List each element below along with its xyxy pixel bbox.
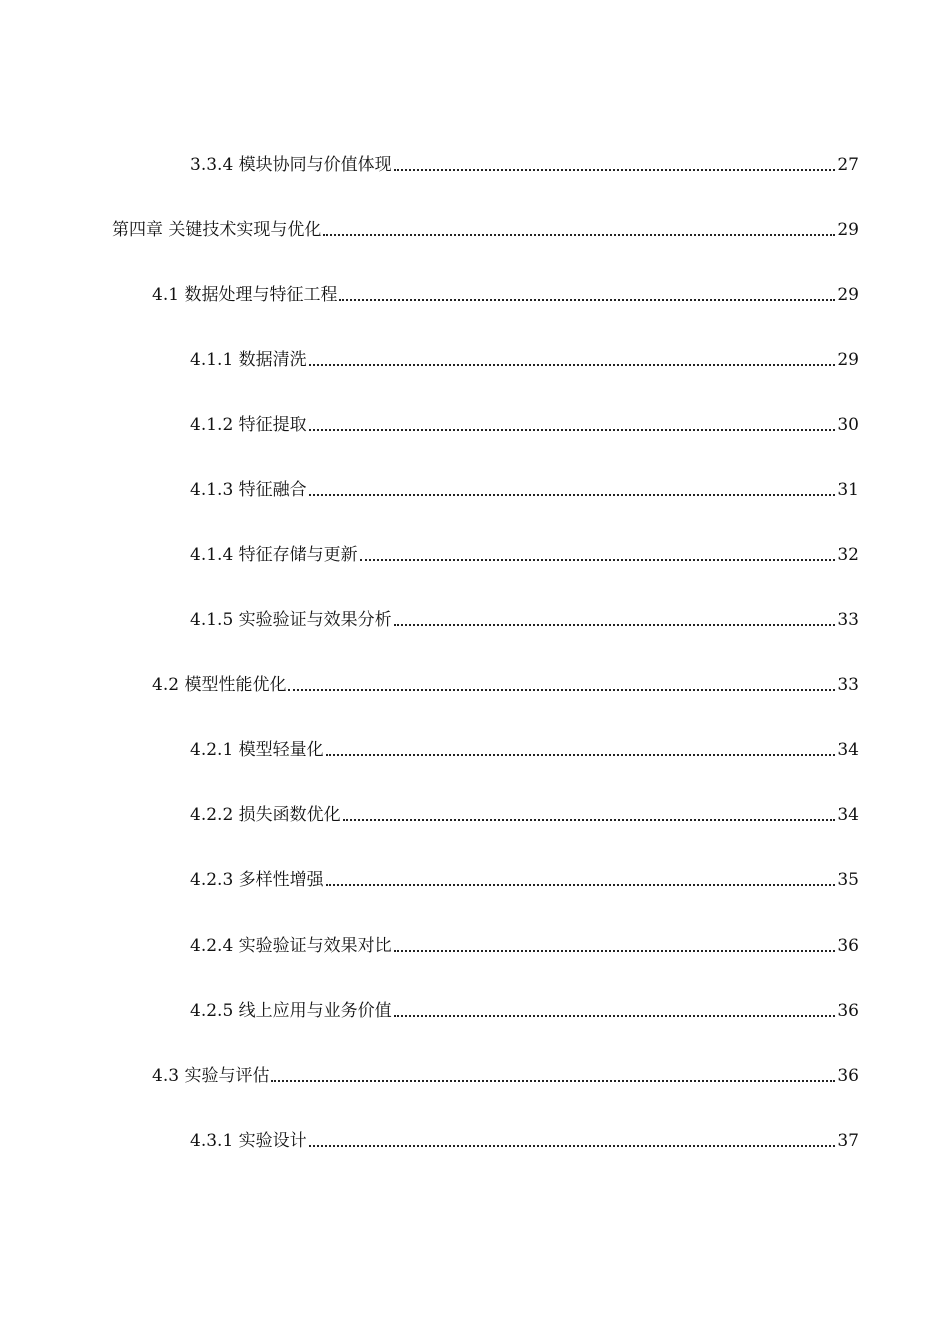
toc-dot-leader — [271, 1080, 835, 1082]
toc-entry-title: 4.2 模型性能优化 — [152, 675, 287, 695]
toc-entry-page: 31 — [837, 480, 859, 500]
toc-entry-title: 4.1.1 数据清洗 — [190, 350, 307, 370]
toc-entry-title: 4.1.5 实验验证与效果分析 — [190, 610, 392, 630]
toc-dot-leader — [323, 234, 835, 236]
toc-entry[interactable] — [190, 929, 859, 957]
toc-entry-page: 30 — [837, 415, 859, 435]
toc-entry-page: 27 — [837, 155, 859, 175]
toc-dot-leader — [394, 1015, 836, 1017]
toc-entry-title: 4.2.5 线上应用与业务价值 — [190, 1001, 392, 1021]
toc-entry-page: 33 — [837, 610, 859, 630]
toc-entry[interactable] — [190, 408, 859, 436]
toc-entry[interactable] — [190, 343, 859, 371]
toc-entry-title: 4.1.3 特征融合 — [190, 480, 307, 500]
toc-entry-title: 4.3 实验与评估 — [152, 1066, 270, 1086]
toc-dot-leader — [326, 754, 836, 756]
toc-entry[interactable] — [152, 668, 859, 696]
toc-entry[interactable] — [190, 603, 859, 631]
toc-entry-title: 3.3.4 模块协同与价值体现 — [190, 155, 392, 175]
toc-entry-page: 36 — [837, 1066, 859, 1086]
toc-entry-title: 4.1.4 特征存储与更新 — [190, 545, 358, 565]
toc-entry-title: 4.1 数据处理与特征工程 — [152, 285, 338, 305]
toc-dot-leader — [360, 559, 836, 561]
toc-dot-leader — [309, 429, 836, 431]
toc-entry-page: 29 — [837, 220, 859, 240]
toc-entry-page: 32 — [837, 545, 859, 565]
toc-entry-title: 4.3.1 实验设计 — [190, 1131, 307, 1151]
toc-entry[interactable] — [190, 473, 859, 501]
toc-entry-page: 34 — [837, 805, 859, 825]
toc-entry-title: 4.2.3 多样性增强 — [190, 870, 324, 890]
toc-dot-leader — [309, 364, 836, 366]
toc-dot-leader — [394, 950, 836, 952]
toc-entry-title: 4.2.4 实验验证与效果对比 — [190, 936, 392, 956]
toc-entry[interactable] — [190, 798, 859, 826]
toc-dot-leader — [309, 1145, 836, 1147]
toc-entry-page: 33 — [837, 675, 859, 695]
toc-entry[interactable] — [190, 863, 859, 891]
toc-entry[interactable] — [152, 1059, 859, 1087]
toc-entry-title: 4.1.2 特征提取 — [190, 415, 307, 435]
toc-entry-page: 36 — [837, 936, 859, 956]
toc-entry-title: 第四章 关键技术实现与优化 — [112, 220, 322, 240]
toc-entry[interactable] — [112, 213, 859, 241]
toc-entry[interactable] — [190, 733, 859, 761]
toc-entry-title: 4.2.2 损失函数优化 — [190, 805, 341, 825]
toc-entry-title: 4.2.1 模型轻量化 — [190, 740, 324, 760]
toc-entry-page: 35 — [837, 870, 859, 890]
toc-entry[interactable] — [190, 148, 859, 176]
toc-dot-leader — [339, 299, 835, 301]
toc-entry-page: 37 — [837, 1131, 859, 1151]
toc-dot-leader — [309, 494, 836, 496]
toc-entry-page: 29 — [837, 350, 859, 370]
toc-entry-page: 36 — [837, 1001, 859, 1021]
toc-entry[interactable] — [152, 278, 859, 306]
toc-entry[interactable] — [190, 994, 859, 1022]
toc-dot-leader — [288, 689, 835, 691]
toc-entry[interactable] — [190, 538, 859, 566]
toc-entry[interactable] — [190, 1124, 859, 1152]
toc-dot-leader — [394, 169, 836, 171]
toc-dot-leader — [326, 884, 836, 886]
toc-dot-leader — [394, 624, 836, 626]
toc-entry-page: 29 — [837, 285, 859, 305]
toc-entry-page: 34 — [837, 740, 859, 760]
toc-dot-leader — [343, 819, 836, 821]
